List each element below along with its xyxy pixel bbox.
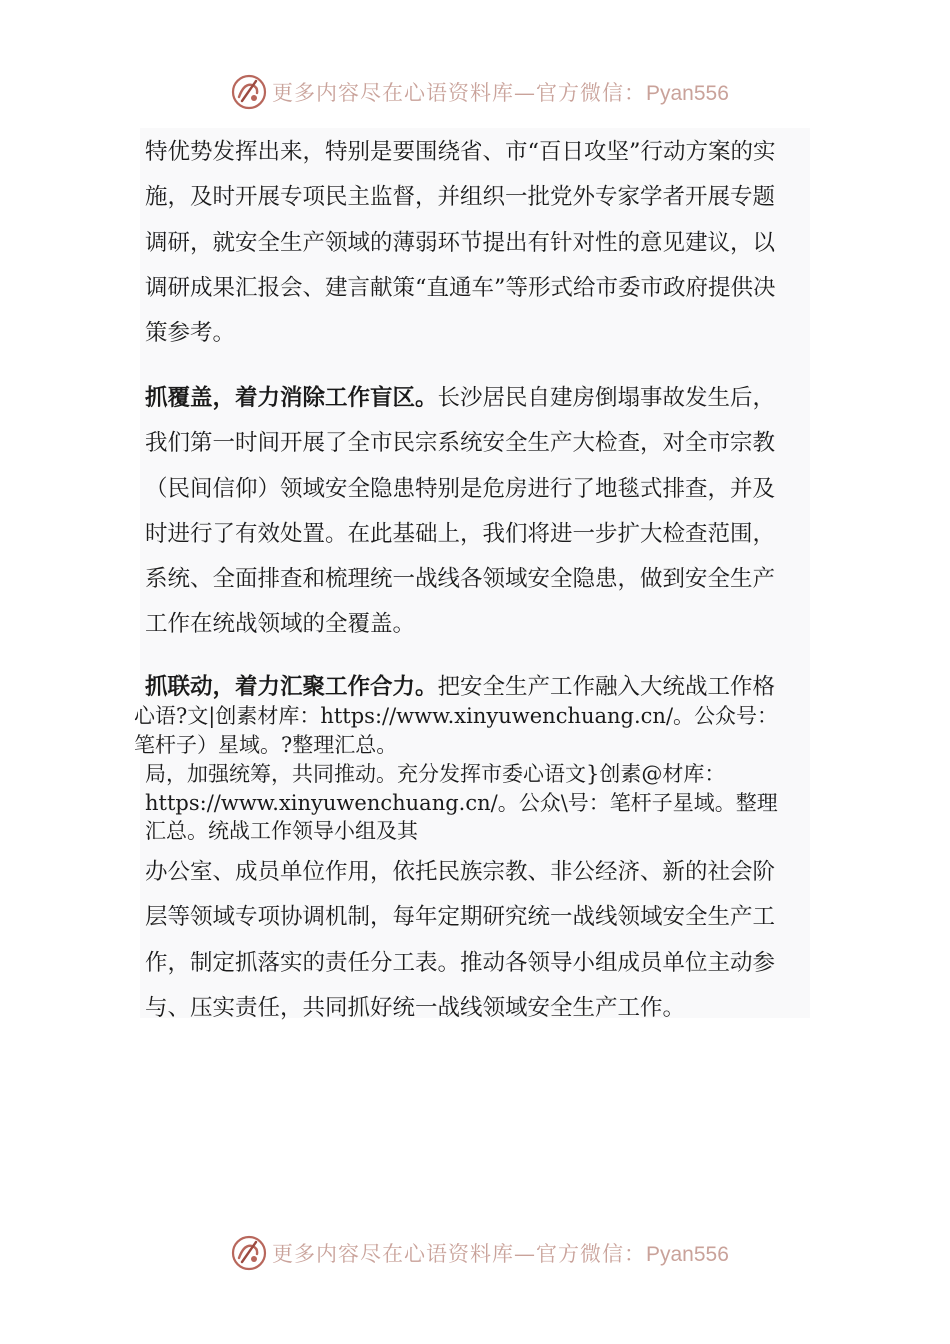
text-line: 与、压实责任，共同抓好统一战线领域安全生产工作。 (145, 994, 686, 1021)
inserted-watermark-text-2 (145, 760, 778, 846)
paragraph-1 (145, 130, 815, 356)
text-line: 调研，就安全生产领域的薄弱环节提出有针对性的意见建议，以 (145, 229, 776, 256)
text-line: https://www.xinyuwenchuang.cn/。公众\号：笔杆子星域。整理 (145, 790, 778, 815)
text-line: 层等领域专项协调机制，每年定期研究统一战线领域安全生产工 (145, 904, 776, 931)
header-banner (230, 72, 750, 112)
header-banner-text: 更多内容尽在心语资料库—官方微信：Pyan556 (272, 81, 729, 105)
seal-stamp-logo (230, 73, 268, 111)
text-line: 作，制定抓落实的责任分工表。推动各领导小组成员单位主动参 (145, 949, 776, 976)
paragraph-3-heading: 抓联动，着力汇聚工作合力。 (145, 674, 438, 700)
text-line: 特优势发挥出来，特别是要围绕省、市“百日攻坚”行动方案的实 (145, 139, 776, 165)
text-line: 工作在统战领域的全覆盖。 (145, 611, 416, 638)
paragraph-2-heading: 抓覆盖，着力消除工作盲区。 (145, 385, 438, 411)
footer-banner (230, 1233, 750, 1273)
text-line: 心语?文|创素材库：https://www.xinyuwenchuang.cn/。公众号： (134, 704, 779, 728)
text-line: 汇总。统战工作领导小组及其 (145, 819, 418, 843)
text-line: 局，加强统筹，共同推动。充分发挥市委心语文}创素@材库： (145, 762, 726, 786)
paragraph-2-first-line: 抓覆盖，着力消除工作盲区。长沙居民自建房倒塌事故发生后， (145, 385, 776, 411)
text-line: 笔杆子）星域。?整理汇总。 (134, 732, 398, 757)
text-line: 办公室、成员单位作用，依托民族宗教、非公经济、新的社会阶 (145, 859, 776, 885)
inserted-watermark-text-1 (134, 702, 778, 759)
text-line: 施，及时开展专项民主监督，并组织一批党外专家学者开展专题 (145, 184, 776, 211)
paragraph-3-first-line: 抓联动，着力汇聚工作合力。把安全生产工作融入大统战工作格 (145, 674, 776, 700)
paragraph-2 (145, 376, 815, 648)
text-line: 策参考。 (145, 320, 236, 347)
text-line: （民间信仰）领域安全隐患特别是危房进行了地毯式排查，并及 (145, 475, 776, 502)
text-line: 系统、全面排查和梳理统一战线各领域安全隐患，做到安全生产 (145, 566, 776, 593)
seal-stamp-logo (230, 1234, 268, 1272)
text-line: 时进行了有效处置。在此基础上，我们将进一步扩大检查范围， (145, 520, 776, 547)
paragraph-4 (145, 850, 815, 1031)
footer-banner-text: 更多内容尽在心语资料库—官方微信：Pyan556 (272, 1242, 729, 1266)
text-line: 调研成果汇报会、建言献策“直通车”等形式给市委市政府提供决 (145, 274, 776, 301)
text-line: 我们第一时间开展了全市民宗系统安全生产大检查，对全市宗教 (145, 430, 776, 457)
